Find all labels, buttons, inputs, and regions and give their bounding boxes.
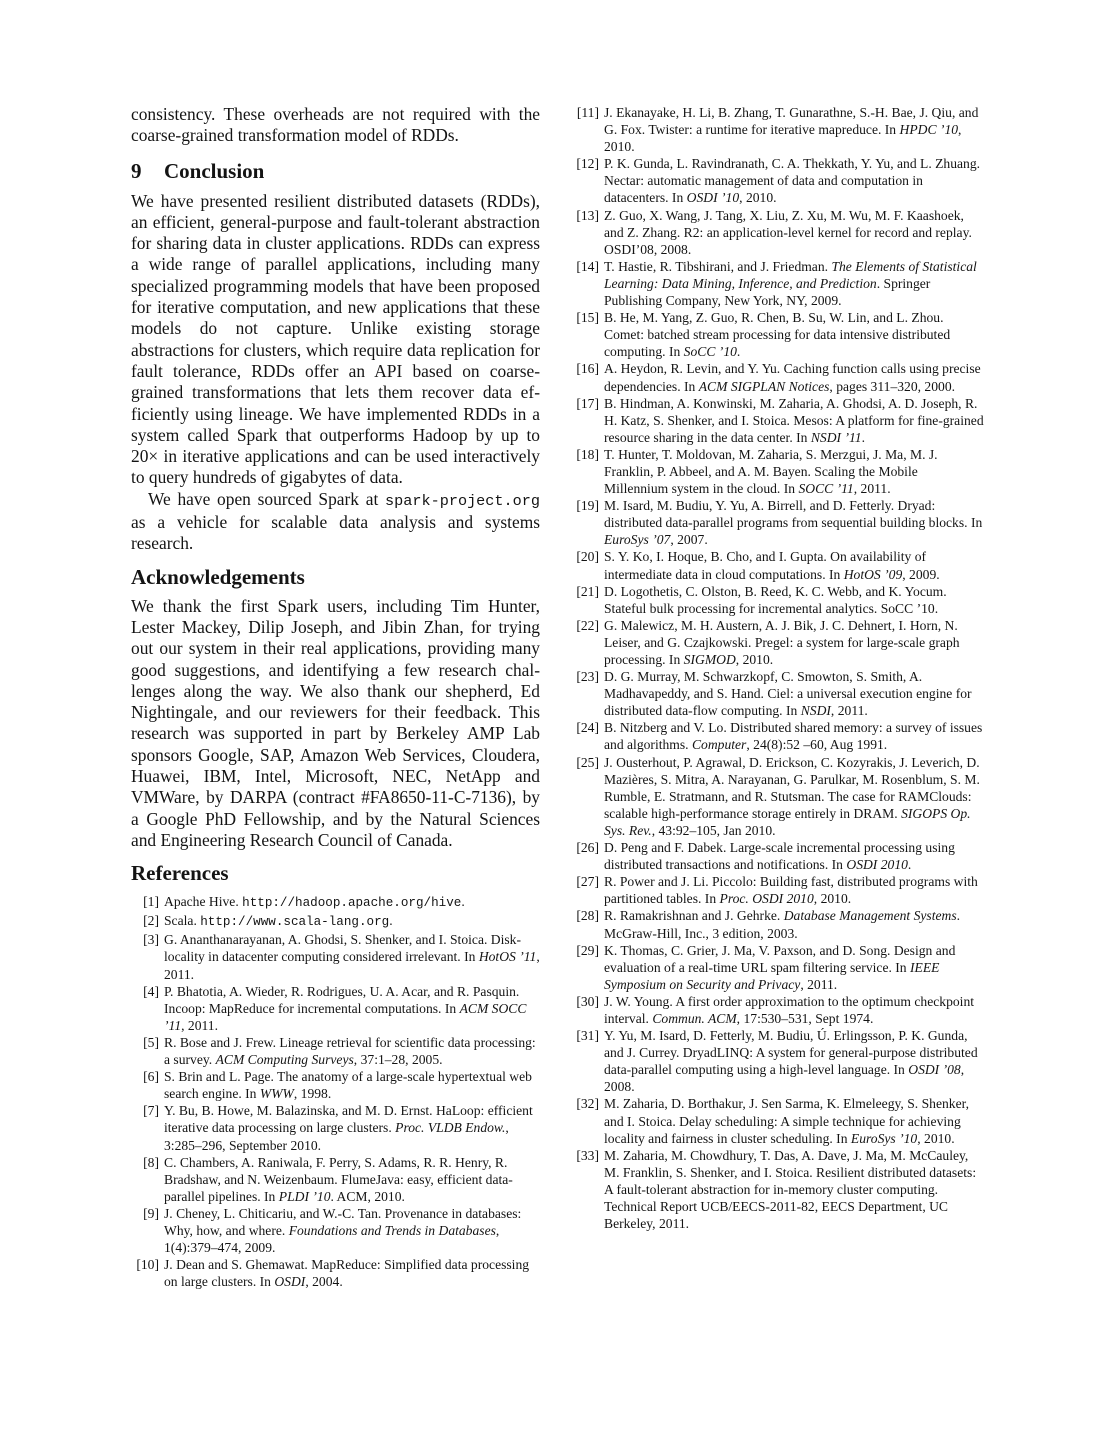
conclusion-paragraph-1: We have presented resilient distributed datasets (RDDs), an efficient, general-purpose and fault-tolerant abstraction for sharing data in cluster applications. RDDs can express a wide range of parallel applications, including many specialized programming models that have been proposed for iterative computation, and new applications that these models do not capture. Unlike existing storage abstractions for clusters, which require data replication for fault tolerance, RDDs offer an API based on coarse-grained transformations that lets them recover data efficiently using lineage. We have implemented RDDs in a system called Spark that outperforms Hadoop by up to 20× in iterative applications and can be used interactively to query hundreds of gigabytes of data.: [131, 190, 540, 488]
acknowledgements-paragraph: We thank the first Spark users, including Tim Hunter, Lester Mackey, Dilip Joseph, and Jibin Zhan, for trying out our system in their real applications, providing many good suggestions, and identifying a few research challenges along the way. We also thank our shepherd, Ed Nightingale, and our reviewers for their feedback. This research was supported in part by Berkeley AMP Lab sponsors Google, SAP, Amazon Web Services, Cloudera, Huawei, IBM, Intel, Microsoft, NEC, NetApp and VMWare, by DARPA (contract #FA8650-11-C-7136), by a Google PhD Fellowship, and by the Natural Sciences and Engineering Research Council of Canada.: [131, 595, 540, 850]
reference-item: [571, 497, 984, 548]
reference-label: [31]: [576, 1028, 599, 1044]
reference-text: Z. Guo, X. Wang, J. Tang, X. Liu, Z. Xu, M. Wu, M. F. Kaashoek, and Z. Zhang. R2: an application-level kernel for record and replay. OSDI’08, 2008.: [604, 207, 972, 257]
reference-label: [9]: [143, 1205, 159, 1221]
reference-text: . McGraw-Hill, Inc., 3 edition, 2003.: [604, 908, 961, 941]
reference-venue: Foundations and Trends in Databases: [288, 1222, 496, 1238]
reference-label: [16]: [576, 361, 599, 377]
reference-text: P. K. Gunda, L. Ravindranath, C. A. Thekkath, Y. Yu, and L. Zhuang. Nectar: automatic management of data and computation in datacenters. In: [604, 156, 981, 206]
reference-item: [571, 907, 984, 941]
paragraph-text: as a vehicle for scalable data analysis and systems research.: [131, 512, 540, 554]
reference-venue: ACM SOCC ’11: [164, 1000, 527, 1033]
reference-item: [571, 942, 984, 993]
reference-text: J. Dean and S. Ghemawat. MapReduce: Simplified data processing on large clusters. In: [164, 1257, 530, 1290]
reference-item: [571, 548, 984, 582]
reference-label: [17]: [576, 395, 599, 411]
reference-venue: OSDI ’10: [686, 190, 740, 206]
reference-text: B. Nitzberg and V. Lo. Distributed shared memory: a survey of issues and algorithms.: [604, 720, 983, 753]
reference-url: http://www.scala-lang.org: [200, 915, 390, 930]
reference-text: , 2011.: [853, 481, 891, 497]
reference-text: Apache Hive.: [164, 894, 243, 910]
reference-text: R. Ramakrishnan and J. Gehrke.: [604, 908, 784, 924]
section-number: 9: [131, 158, 142, 183]
reference-item: [571, 617, 984, 668]
reference-item: [571, 1027, 984, 1095]
reference-text: , 1(4):379–474, 2009.: [164, 1222, 500, 1256]
reference-text: Y. Bu, B. Howe, M. Balazinska, and M. D. Ernst. HaLoop: efficient iterative data processing on large clusters.: [164, 1103, 533, 1136]
reference-text: , 2011.: [181, 1017, 219, 1033]
reference-venue: SOCC ’11: [798, 481, 854, 497]
reference-item: [571, 155, 984, 206]
reference-label: [7]: [143, 1103, 159, 1119]
reference-list-left: [131, 893, 540, 1290]
reference-label: [1]: [143, 894, 159, 910]
reference-item: [571, 104, 984, 155]
reference-text: J. Cheney, L. Chiticariu, and W.-C. Tan. Provenance in databases: Why, how, and where.: [164, 1205, 522, 1238]
reference-text: D. Logothetis, C. Olston, B. Reed, K. C. Webb, and K. Yocum. Stateful bulk processing for incremental analytics. SoCC ’10.: [604, 583, 947, 616]
reference-text: , pages 311–320, 2000.: [829, 378, 956, 394]
intro-paragraph: consistency. These overheads are not required with the coarse-grained transformation model of RDDs.: [131, 104, 540, 146]
reference-text: , 2004.: [305, 1274, 343, 1290]
reference-item: [571, 360, 984, 394]
reference-text: M. Zaharia, M. Chowdhury, T. Das, A. Dave, J. Ma, M. McCauley, M. Franklin, S. Shenker, and I. Stoica. Resilient distributed datasets: A fault-tolerant abstraction for in-memory cluster computing. Technical Report UCB/EECS-2011-82, EECS Department, UC Berkeley, 2011.: [604, 1147, 977, 1232]
reference-list-right: [571, 104, 984, 1232]
reference-label: [25]: [576, 754, 599, 770]
reference-text: , 2010.: [604, 122, 962, 155]
reference-label: [23]: [576, 669, 599, 685]
reference-label: [33]: [576, 1147, 599, 1163]
reference-label: [10]: [136, 1257, 159, 1273]
reference-venue: EuroSys ’10: [850, 1130, 918, 1146]
reference-label: [8]: [143, 1154, 159, 1170]
reference-text: , 2010.: [735, 652, 774, 667]
reference-text: S. Brin and L. Page. The anatomy of a large-scale hypertextual web search engine. In: [164, 1069, 532, 1102]
reference-text: Y. Yu, M. Isard, D. Fetterly, M. Budiu, Ú. Erlingsson, P. K. Gunda, and J. Currey. DryadLINQ: A system for general-purpose distributed data-parallel computing using a high-level language. In: [604, 1028, 978, 1078]
reference-label: [19]: [576, 498, 599, 514]
reference-label: [30]: [576, 993, 599, 1009]
reference-text: R. Bose and J. Frew. Lineage retrieval for scientific data processing: a survey.: [164, 1034, 536, 1068]
reference-text: T. Hunter, T. Moldovan, M. Zaharia, S. Merzgui, J. Ma, M. J. Franklin, P. Abbeel, and A. M. Bayen. Scaling the Mobile Millennium system in the cloud. In: [604, 446, 938, 497]
reference-text: , 24(8):52 –60, Aug 1991.: [746, 737, 888, 753]
section-heading-references: References: [131, 861, 229, 886]
reference-venue: ACM SIGPLAN Notices: [698, 378, 830, 394]
reference-text: T. Hastie, R. Tibshirani, and J. Friedman.: [604, 258, 832, 274]
reference-text: , 3:285–296, September 2010.: [164, 1120, 509, 1153]
reference-text: , 2008.: [604, 1062, 965, 1095]
reference-label: [27]: [576, 874, 599, 890]
reference-item: [131, 1205, 540, 1256]
reference-text: , 1998.: [293, 1086, 332, 1102]
section-heading-conclusion: [131, 159, 540, 183]
reference-label: [11]: [576, 105, 599, 120]
reference-label: [24]: [576, 720, 599, 736]
reference-text: .: [461, 894, 465, 910]
reference-label: [18]: [576, 446, 599, 462]
reference-text: A. Heydon, R. Levin, and Y. Yu. Caching function calls using precise dependencies. In: [604, 361, 981, 394]
reference-venue: PLDI ’10: [278, 1188, 331, 1204]
reference-item: [571, 668, 984, 719]
reference-text: , 17:530–531, Sept 1974.: [736, 1010, 874, 1026]
reference-text: M. Isard, M. Budiu, Y. Yu, A. Birrell, and D. Fetterly. Dryad: distributed data-parallel programs from sequential building blocks. In: [604, 498, 983, 531]
reference-text: R. Power and J. Li. Piccolo: Building fast, distributed programs with partitioned tables. In: [604, 874, 978, 907]
reference-label: [12]: [576, 156, 599, 172]
reference-item: [571, 207, 984, 258]
section-title: Conclusion: [164, 158, 265, 183]
reference-text: D. Peng and F. Dabek. Large-scale incremental processing using distributed transactions and notifications. In: [604, 840, 955, 873]
reference-text: J. W. Young. A first order approximation to the optimum checkpoint interval.: [604, 993, 975, 1026]
reference-text: G. Malewicz, M. H. Austern, A. J. Bik, J. C. Dehnert, I. Horn, N. Leiser, and G. Czajkowski. Pregel: a system for large-scale graph processing. In: [604, 617, 960, 667]
reference-text: , 2010.: [917, 1130, 955, 1146]
reference-venue: OSDI 2010: [846, 857, 908, 873]
reference-label: [5]: [143, 1034, 159, 1050]
reference-text: P. Bhatotia, A. Wieder, R. Rodrigues, U. A. Acar, and R. Pasquin. Incoop: MapReduce for incremental computations. In: [164, 983, 520, 1016]
reference-text: , 37:1–28, 2005.: [353, 1052, 443, 1068]
reference-venue: Computer: [691, 737, 747, 753]
section-heading-acknowledgements: Acknowledgements: [131, 564, 305, 589]
reference-venue: ACM Computing Surveys: [215, 1052, 354, 1068]
reference-text: J. Ekanayake, H. Li, B. Zhang, T. Gunarathne, S.-H. Bae, J. Qiu, and G. Fox. Twister: a runtime for iterative mapreduce. In: [604, 105, 979, 138]
reference-text: D. G. Murray, M. Schwarzkopf, C. Smowton, S. Smith, A. Madhavapeddy, and S. Hand. Ciel: a universal execution engine for distributed data-flow computing. In: [604, 669, 972, 719]
reference-text: B. Hindman, A. Konwinski, M. Zaharia, A. Ghodsi, A. D. Joseph, R. H. Katz, S. Shenker, and I. Stoica. Mesos: A platform for fine-grained resource sharing in the data center. In: [604, 395, 984, 445]
reference-venue: HotOS ’11: [478, 949, 537, 965]
project-url: spark-project.org: [385, 491, 540, 510]
reference-text: .: [907, 857, 912, 873]
reference-venue: SIGOPS Op. Sys. Rev.: [604, 805, 971, 838]
reference-label: [15]: [576, 310, 599, 326]
reference-text: , 43:92–105, Jan 2010.: [651, 822, 776, 838]
reference-label: [13]: [576, 207, 599, 223]
reference-item: [131, 1154, 540, 1205]
reference-text: Scala.: [164, 913, 201, 929]
reference-label: [22]: [576, 617, 599, 633]
reference-venue: IEEE Symposium on Security and Privacy: [604, 959, 940, 992]
reference-venue: NSDI ’11: [810, 429, 862, 445]
reference-item: [571, 993, 984, 1027]
reference-text: , 2009.: [902, 566, 940, 582]
reference-text: .: [861, 429, 865, 445]
reference-item: [571, 258, 984, 309]
reference-url: http://hadoop.apache.org/hive: [242, 896, 462, 911]
reference-item: [571, 395, 984, 446]
reference-item: [571, 839, 984, 873]
paragraph-text: We have open sourced Spark at: [148, 488, 386, 509]
reference-text: J. Ousterhout, P. Agrawal, D. Erickson, C. Kozyrakis, J. Leverich, D. Mazières, S. Mitra, A. Narayanan, G. Parulkar, M. Rosenblum, S. M. Rumble, E. Stratmann, and R. Stutsman. The case for RAMClouds: scalable high-performance storage entirely in DRAM.: [604, 754, 980, 821]
reference-item: [571, 873, 984, 907]
reference-text: .: [389, 913, 393, 929]
reference-text: S. Y. Ko, I. Hoque, B. Cho, and I. Gupta. On availability of intermediate data in cloud computations. In: [604, 549, 927, 582]
reference-venue: OSDI ’08: [908, 1062, 961, 1078]
reference-label: [3]: [143, 932, 159, 948]
reference-item: [571, 446, 984, 497]
reference-item: [131, 983, 540, 1034]
reference-venue: Proc. OSDI 2010: [719, 891, 814, 907]
reference-label: [4]: [143, 983, 159, 999]
reference-item: [571, 309, 984, 360]
reference-label: [14]: [576, 258, 599, 274]
reference-item: [571, 719, 984, 753]
reference-venue: SIGMOD: [683, 652, 736, 667]
reference-item: [131, 1068, 540, 1102]
reference-venue: HPDC ’10: [899, 122, 959, 138]
reference-label: [29]: [576, 942, 599, 958]
reference-item: [571, 583, 984, 617]
reference-text: , 2010.: [813, 891, 852, 907]
reference-venue: Database Management Systems: [783, 908, 957, 924]
reference-text: , 2007.: [670, 532, 708, 548]
reference-venue: Commun. ACM: [652, 1010, 737, 1026]
reference-text: , 2011.: [800, 976, 838, 992]
reference-item: [571, 754, 984, 839]
reference-text: G. Ananthanarayanan, A. Ghodsi, S. Shenker, and I. Stoica. Disk-locality in datacenter computing considered irrelevant. In: [164, 932, 521, 965]
reference-item: [571, 1147, 984, 1232]
reference-item: [131, 1102, 540, 1153]
reference-venue: NSDI: [800, 703, 831, 719]
reference-venue: OSDI: [274, 1274, 306, 1290]
reference-text: .: [736, 344, 741, 360]
reference-item: [131, 912, 540, 931]
reference-label: [21]: [576, 583, 599, 599]
reference-item: [131, 1256, 540, 1290]
reference-venue: EuroSys ’07: [604, 532, 671, 548]
reference-text: . ACM, 2010.: [330, 1188, 405, 1204]
reference-venue: The Elements of Statistical Learning: Data Mining, Inference, and Prediction: [604, 258, 977, 291]
reference-label: [2]: [143, 913, 159, 929]
reference-venue: WWW: [259, 1086, 294, 1102]
left-column: [131, 104, 540, 1290]
reference-text: . Springer Publishing Company, New York, NY, 2009.: [604, 275, 931, 309]
reference-text: , 2011.: [830, 703, 868, 719]
reference-text: , 2010.: [739, 190, 777, 206]
reference-text: B. He, M. Yang, Z. Guo, R. Chen, B. Su, W. Lin, and L. Zhou. Comet: batched stream processing for data intensive distributed computing. In: [604, 310, 951, 360]
reference-text: K. Thomas, C. Grier, J. Ma, V. Paxson, and D. Song. Design and evaluation of a real-time URL spam filtering service. In: [604, 942, 956, 975]
reference-label: [26]: [576, 840, 599, 856]
right-column: [571, 104, 984, 1232]
reference-label: [6]: [143, 1069, 159, 1085]
reference-label: [28]: [576, 908, 599, 924]
reference-text: , 2011.: [164, 949, 540, 982]
reference-label: [32]: [576, 1096, 599, 1112]
reference-text: C. Chambers, A. Raniwala, F. Perry, S. Adams, R. R. Henry, R. Bradshaw, and N. Weizenbaum. FlumeJava: easy, efficient data-parallel pipelines. In: [164, 1154, 513, 1204]
reference-item: [131, 931, 540, 982]
reference-item: [131, 893, 540, 912]
reference-label: [20]: [576, 549, 599, 565]
reference-venue: HotOS ’09: [843, 566, 903, 582]
reference-text: M. Zaharia, D. Borthakur, J. Sen Sarma, K. Elmeleegy, S. Shenker, and I. Stoica. Delay scheduling: A simple technique for achieving locality and fairness in cluster scheduling. In: [604, 1096, 969, 1146]
reference-item: [131, 1034, 540, 1068]
conclusion-paragraph-2: [131, 489, 540, 555]
reference-venue: Proc. VLDB Endow.: [395, 1120, 506, 1136]
reference-venue: SoCC ’10: [683, 344, 737, 360]
reference-item: [571, 1095, 984, 1146]
